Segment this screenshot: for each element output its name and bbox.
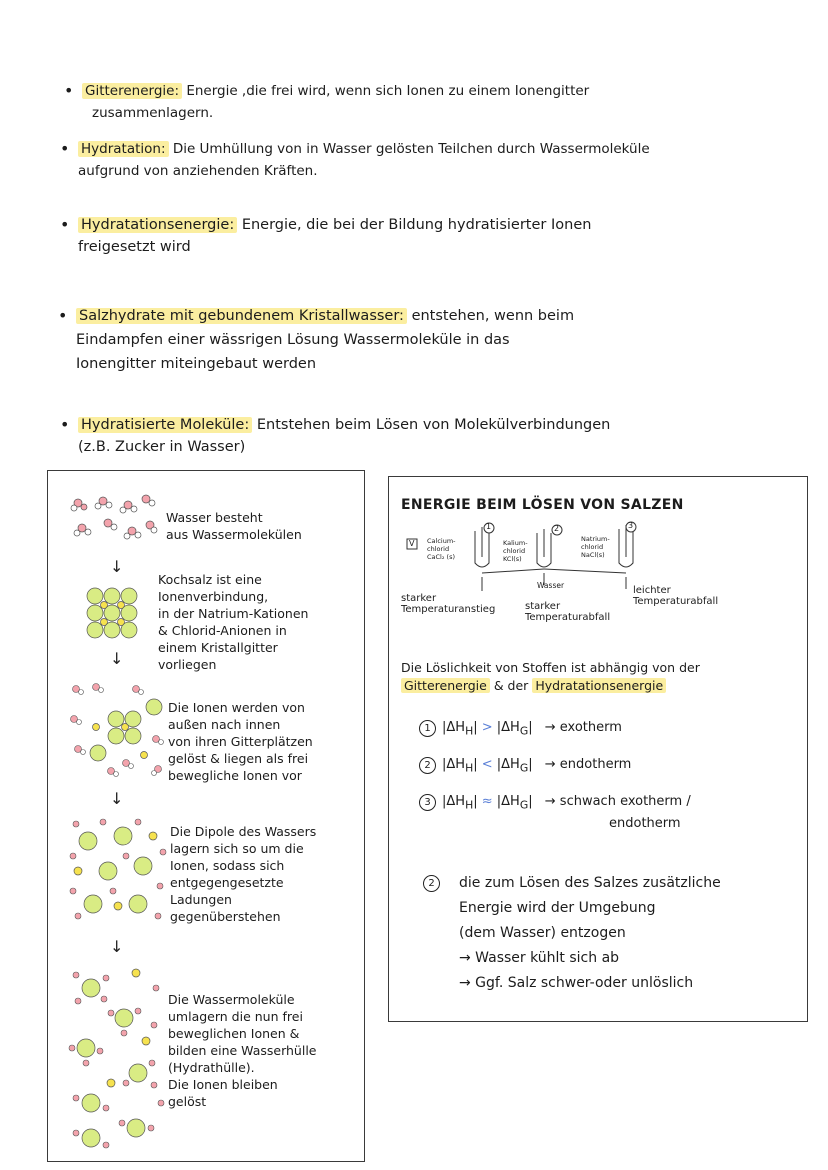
ions-dissolving-drawing: [66, 679, 166, 779]
definition-text: aufgrund von anziehenden Kräften.: [78, 163, 318, 179]
step-1-text: [166, 509, 302, 543]
step-line: bilden eine Wasserhülle: [168, 1043, 317, 1058]
definition-hydratationsenergie: [60, 214, 778, 258]
arrow-down-icon: ↓: [110, 557, 124, 576]
case-3: 3 $|\Delta H_H| \approx |\Delta H_G|$ → schwach exotherm / endotherm: [419, 793, 691, 833]
tube-3-label: [581, 535, 610, 559]
definition-text: entstehen, wenn beim: [411, 308, 575, 324]
dissolving-process-box: [47, 470, 365, 1162]
case-1: 1 $|\Delta H_H| > |\Delta H_G|$ → exotherm: [419, 719, 622, 741]
definition-hydratisierte-molekuele: [60, 414, 798, 458]
definition-text: Eindampfen einer wässrigen Lösung Wassermoleküle in das: [76, 332, 510, 348]
tube-label-line: CaCl₂ (s): [427, 553, 455, 561]
note-line: die zum Lösen des Salzes zusätzliche: [459, 875, 721, 891]
step-line: lagern sich so um die: [170, 841, 304, 856]
v-label: V: [409, 539, 415, 548]
term: Hydratisierte Moleküle:: [78, 417, 252, 433]
step-line: Die Dipole des Wassers: [170, 824, 317, 839]
term: Hydratationsenergie:: [78, 217, 237, 233]
tube-label-line: chlorid: [427, 545, 450, 553]
abs-right: |ΔH: [496, 794, 520, 809]
step-line: beweglichen Ionen &: [168, 1026, 300, 1041]
definition-text: zusammenlagern.: [92, 105, 214, 121]
step-2-text: [158, 571, 308, 673]
caption-line: starker: [525, 601, 561, 612]
subscript: H: [465, 798, 474, 812]
circled-number: 2: [419, 757, 436, 774]
bullet-dot: •: [58, 306, 68, 325]
step-line: vorliegen: [158, 657, 217, 672]
definition-text: Energie ,die frei wird, wenn sich Ionen zu einem Ionengitter: [186, 83, 590, 99]
subscript: G: [519, 761, 529, 775]
bullet-dot: •: [60, 415, 70, 434]
arrow-down-icon: ↓: [110, 649, 124, 668]
step-3-text: [168, 699, 313, 784]
result: → exotherm: [544, 720, 622, 735]
step-line: einem Kristallgitter: [158, 640, 278, 655]
abs-left: |ΔH: [442, 757, 466, 772]
hydration-shell-drawing: [66, 963, 171, 1153]
relation: <: [481, 757, 493, 772]
tube-label-line: Calcium-: [427, 537, 456, 545]
tube-label-line: KCl(s): [503, 555, 522, 563]
dissolving-diagram: [397, 521, 797, 631]
case-2: 2 $|\Delta H_H| < |\Delta H_G|$ → endotherm: [419, 756, 631, 778]
circled-number: 3: [419, 794, 436, 811]
abs-right: |ΔH: [496, 757, 520, 772]
term: Gitterenergie:: [82, 83, 182, 99]
subscript: H: [465, 761, 474, 775]
tube-2-label: [503, 539, 528, 563]
bullet-dot: •: [60, 215, 70, 234]
step-line: gegenüberstehen: [170, 909, 281, 924]
caption-line: Temperaturanstieg: [401, 604, 496, 615]
definition-gitterenergie: [64, 80, 722, 124]
step-line: Die Wassermoleküle: [168, 992, 295, 1007]
water-molecules-drawing: [68, 493, 158, 548]
definition-text: freigesetzt wird: [78, 239, 191, 255]
note-2: [423, 871, 721, 996]
salt-crystal-drawing: [86, 587, 138, 639]
term: Salzhydrate mit gebundenem Kristallwasser:: [76, 308, 407, 324]
note-line: (dem Wasser) entzogen: [459, 925, 626, 941]
caption-line: leichter: [633, 585, 671, 596]
tube-label-line: NaCl(s): [581, 551, 605, 559]
tube-3-number: 3: [628, 521, 634, 530]
subscript: G: [519, 724, 529, 738]
tube-label-line: chlorid: [581, 543, 604, 551]
result: → schwach exotherm /: [544, 794, 691, 809]
step-line: entgegengesetzte: [170, 875, 284, 890]
solubility-text: [401, 659, 801, 695]
subscript: G: [519, 798, 529, 812]
step-line: Ionenverbindung,: [158, 589, 269, 604]
tube-label-line: Natrium-: [581, 535, 610, 543]
definition-text: Die Umhüllung von in Wasser gelösten Teilchen durch Wassermoleküle: [172, 141, 650, 157]
step-line: Ionen, sodass sich: [170, 858, 285, 873]
step-4-text: [170, 823, 316, 925]
result-continued: endotherm: [609, 815, 681, 831]
tube-1-number: 1: [486, 522, 492, 531]
step-line: gelöst: [168, 1094, 207, 1109]
tube-label-line: chlorid: [503, 547, 526, 555]
circled-number: 1: [419, 720, 436, 737]
relation: >: [481, 720, 493, 735]
step-5-text: [168, 991, 317, 1110]
box-title: ENERGIE BEIM LÖSEN VON SALZEN: [401, 497, 684, 513]
step-line: Ladungen: [170, 892, 232, 907]
definition-text: Entstehen beim Lösen von Molekülverbindungen: [256, 417, 611, 433]
step-line: Die Ionen bleiben: [168, 1077, 278, 1092]
dipoles-drawing: [68, 816, 168, 921]
caption-left: [401, 593, 495, 615]
bullet-dot: •: [60, 139, 70, 158]
abs-left: |ΔH: [442, 794, 466, 809]
step-line: in der Natrium-Kationen: [158, 606, 309, 621]
note-line: → Ggf. Salz schwer-oder unlöslich: [459, 975, 694, 991]
term: Hydratation:: [78, 141, 169, 157]
result: → endotherm: [544, 757, 632, 772]
solubility-and: & der: [493, 678, 529, 693]
step-line: & Chlorid-Anionen in: [158, 623, 287, 638]
definition-salzhydrate: [58, 304, 796, 376]
definition-hydratation: [60, 138, 778, 182]
step-line: (Hydrathülle).: [168, 1060, 255, 1075]
step-line: umlagern die nun frei: [168, 1009, 303, 1024]
abs-right: |ΔH: [496, 720, 520, 735]
relation: ≈: [481, 794, 493, 809]
term: Gitterenergie: [401, 678, 490, 693]
tube-1-label: [427, 537, 456, 561]
tube-2-number: 2: [554, 524, 560, 533]
abs-left: |ΔH: [442, 720, 466, 735]
step-line: bewegliche Ionen vor: [168, 768, 302, 783]
solubility-line: Die Löslichkeit von Stoffen ist abhängig von der: [401, 660, 700, 675]
step-line: Kochsalz ist eine: [158, 572, 262, 587]
circled-number: 2: [423, 875, 440, 892]
caption-middle: [525, 601, 610, 623]
arrow-down-icon: ↓: [110, 937, 124, 956]
caption-line: Temperaturabfall: [633, 596, 719, 607]
caption-line: starker: [401, 593, 437, 604]
water-label: Wasser: [537, 581, 565, 590]
definition-text: Energie, die bei der Bildung hydratisierter Ionen: [241, 217, 592, 233]
caption-right: [633, 585, 718, 607]
definition-text: Ionengitter miteingebaut werden: [76, 356, 317, 372]
subscript: H: [465, 724, 474, 738]
note-line: → Wasser kühlt sich ab: [459, 950, 620, 966]
definition-text: (z.B. Zucker in Wasser): [78, 439, 246, 455]
step-line: Wasser besteht: [166, 510, 263, 525]
bullet-dot: •: [64, 81, 74, 100]
note-line: Energie wird der Umgebung: [459, 900, 656, 916]
tube-label-line: Kalium-: [503, 539, 528, 547]
step-line: Die Ionen werden von: [168, 700, 305, 715]
step-line: gelöst & liegen als frei: [168, 751, 309, 766]
caption-line: Temperaturabfall: [525, 612, 611, 623]
energy-dissolving-box: [388, 476, 808, 1022]
step-line: außen nach innen: [168, 717, 281, 732]
term: Hydratationsenergie: [532, 678, 666, 693]
step-line: aus Wassermolekülen: [166, 527, 302, 542]
arrow-down-icon: ↓: [110, 789, 124, 808]
step-line: von ihren Gitterplätzen: [168, 734, 313, 749]
